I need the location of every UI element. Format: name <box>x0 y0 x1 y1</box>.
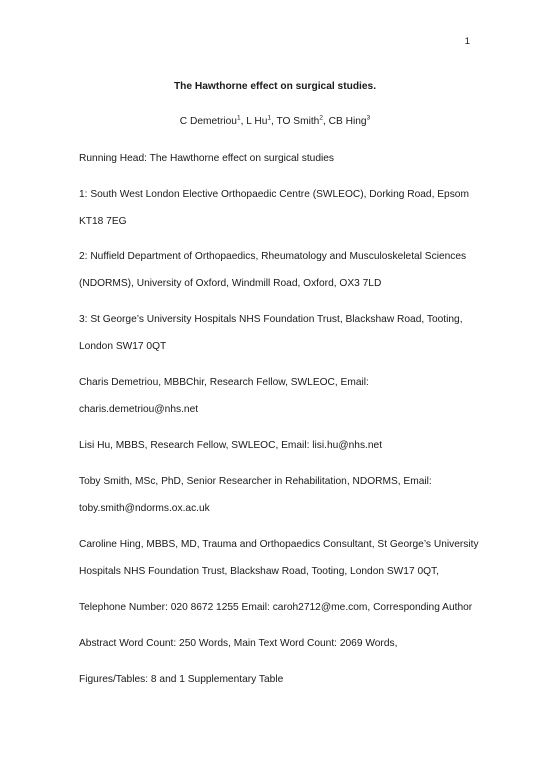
author-affiliation-marker: 2 <box>319 114 323 122</box>
affiliation-1-line-2: KT18 7EG <box>79 216 127 227</box>
author-separator: , <box>240 116 247 127</box>
contact-hing-line-3: Telephone Number: 020 8672 1255 Email: caroh2712@me.com, Corresponding Author <box>79 602 473 613</box>
author-affiliation-marker: 3 <box>366 114 371 122</box>
contact-smith-email: toby.smith@ndorms.ox.ac.uk <box>79 503 210 514</box>
contact-hing-line-2: Hospitals NHS Foundation Trust, Blackshaw Road, Tooting, London SW17 0QT, <box>79 566 439 577</box>
affiliation-2-line-1: 2: Nuffield Department of Orthopaedics, Rheumatology and Musculoskeletal Sciences <box>79 251 467 262</box>
author-affiliation-marker: 1 <box>267 114 272 122</box>
author-name: TO Smith <box>276 116 320 127</box>
affiliation-3-line-1: 3: St George’s University Hospitals NHS Foundation Trust, Blackshaw Road, Tooting, <box>79 314 463 325</box>
contact-smith-line-1: Toby Smith, MSc, PhD, Senior Researcher in Rehabilitation, NDORMS, Email: <box>79 476 432 487</box>
affiliation-2-line-2: (NDORMS), University of Oxford, Windmill Road, Oxford, OX3 7LD <box>79 278 382 289</box>
author-name: C Demetriou <box>179 116 237 127</box>
affiliation-1-line-1: 1: South West London Elective Orthopaedic Centre (SWLEOC), Dorking Road, Epsom <box>79 189 469 200</box>
contact-demetriou-line-1: Charis Demetriou, MBBChir, Research Fellow, SWLEOC, Email: <box>79 377 369 388</box>
running-head: Running Head: The Hawthorne effect on surgical studies <box>79 153 335 164</box>
word-count: Abstract Word Count: 250 Words, Main Text Word Count: 2069 Words, <box>79 638 398 649</box>
author-name: CB Hing <box>328 116 367 127</box>
author-affiliation-marker: 1 <box>236 114 241 122</box>
affiliation-3-line-2: London SW17 0QT <box>79 341 167 352</box>
contact-hu-line: Lisi Hu, MBBS, Research Fellow, SWLEOC, Email: lisi.hu@nhs.net <box>79 440 383 451</box>
figures-tables: Figures/Tables: 8 and 1 Supplementary Table <box>79 674 284 685</box>
author-name: L Hu <box>246 116 268 127</box>
author-separator: , <box>271 116 277 127</box>
author-separator: , <box>322 116 329 127</box>
page-number: 1 <box>464 36 470 47</box>
paper-title: The Hawthorne effect on surgical studies. <box>173 81 377 92</box>
author-list <box>0 115 550 128</box>
contact-hing-line-1: Caroline Hing, MBBS, MD, Trauma and Orthopaedics Consultant, St George’s University <box>79 539 479 550</box>
contact-demetriou-email: charis.demetriou@nhs.net <box>79 404 199 415</box>
